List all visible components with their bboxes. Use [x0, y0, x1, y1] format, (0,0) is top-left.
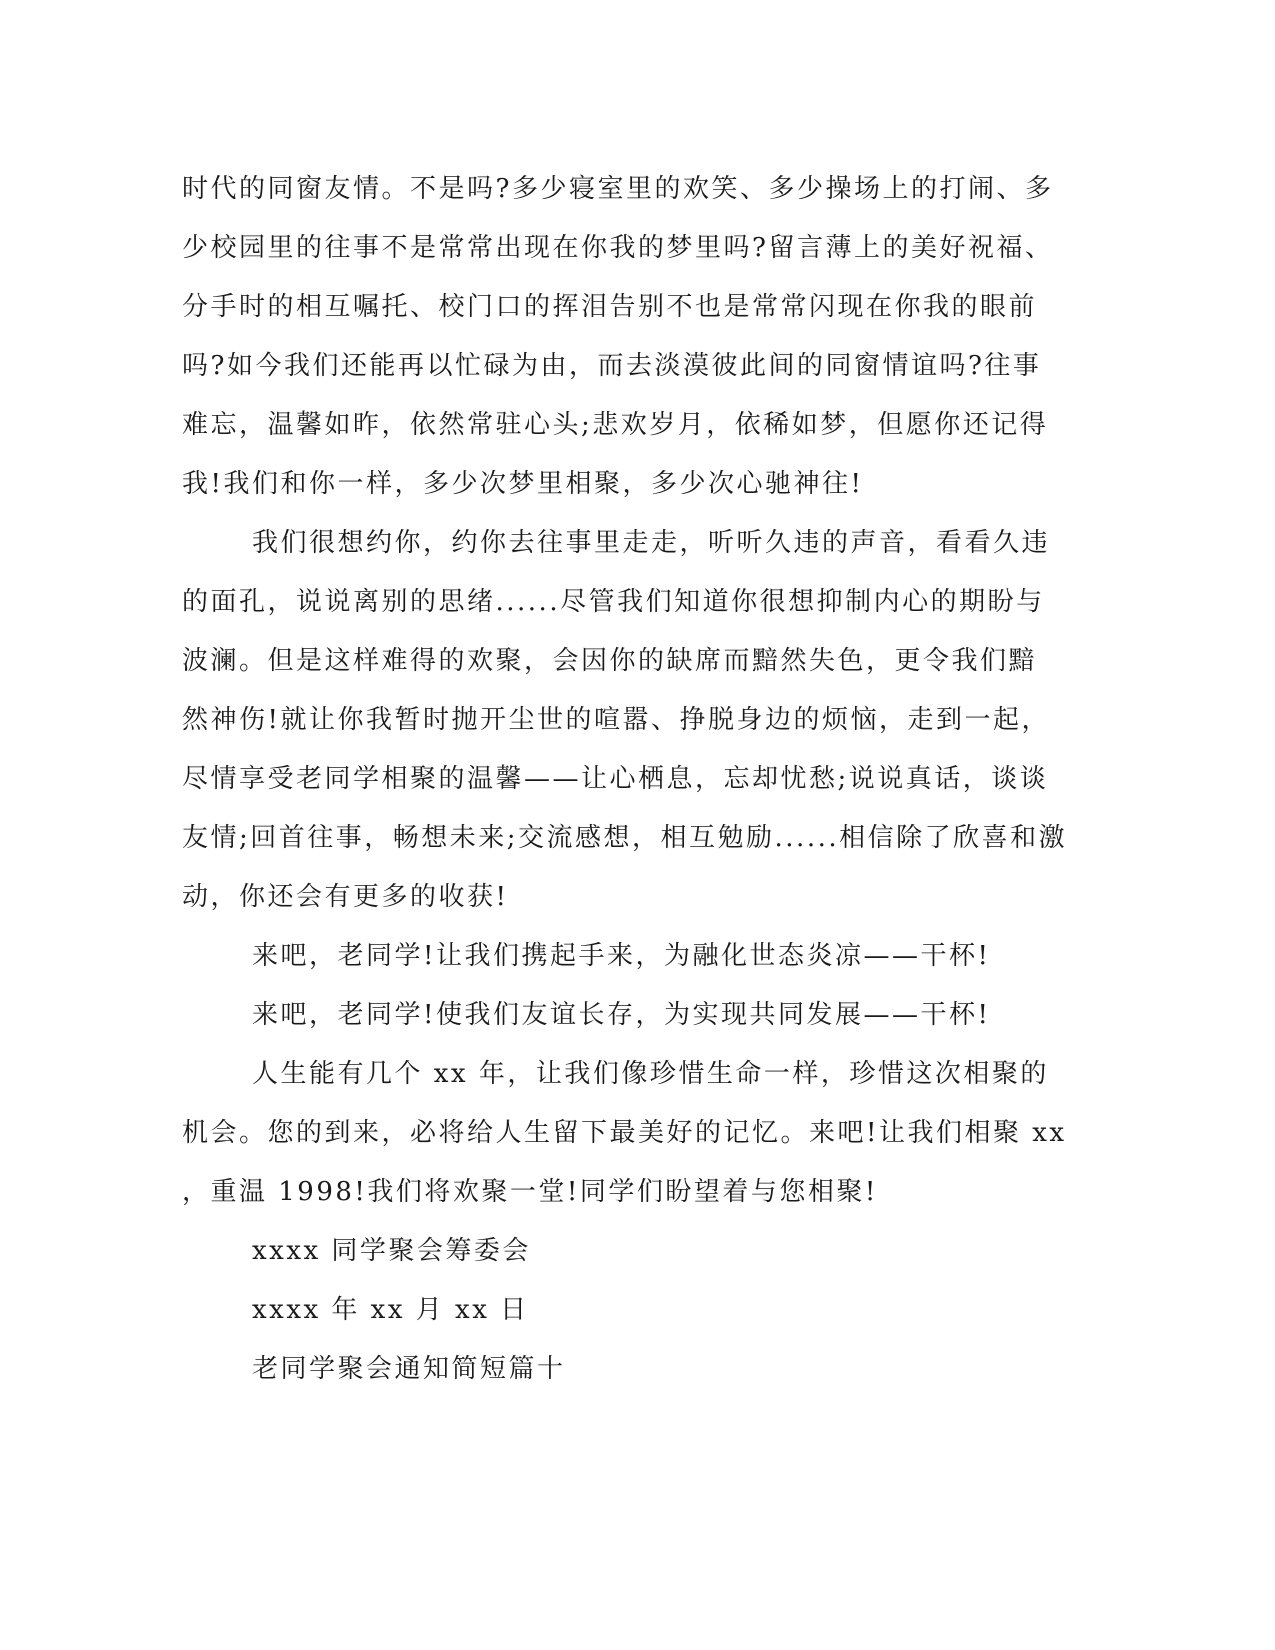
section-heading: 老同学聚会通知简短篇十 — [252, 1354, 566, 1384]
text-line: 人生能有几个 xx 年，让我们像珍惜生命一样，珍惜这次相聚的 — [252, 1059, 1049, 1089]
text-line: 动，你还会有更多的收获! — [182, 882, 509, 912]
text-line: 我!我们和你一样，多少次梦里相聚，多少次心驰神往! — [182, 469, 864, 499]
text-line: 的面孔，说说离别的思绪......尽管我们知道你很想抑制内心的期盼与 — [182, 587, 1045, 617]
signature-committee: xxxx 同学聚会筹委会 — [252, 1236, 531, 1266]
text-line: ，重温 1998!我们将欢聚一堂!同学们盼望着与您相聚! — [182, 1177, 878, 1207]
text-line: 时代的同窗友情。不是吗?多少寝室里的欢笑、多少操场上的打闹、多 — [182, 174, 1054, 204]
text-line: 吗?如今我们还能再以忙碌为由，而去淡漠彼此间的同窗情谊吗?往事 — [182, 351, 1042, 381]
text-line: 尽情享受老同学相聚的温馨——让心栖息，忘却忧愁;说说真话，谈谈 — [182, 764, 1049, 794]
text-line: 来吧，老同学!让我们携起手来，为融化世态炎凉——干杯! — [252, 941, 991, 971]
text-line: 难忘，温馨如昨，依然常驻心头;悲欢岁月，依稀如梦，但愿你还记得 — [182, 410, 1049, 440]
text-line: 我们很想约你，约你去往事里走走，听听久违的声音，看看久违 — [252, 528, 1051, 558]
document-body — [182, 160, 1068, 1399]
text-line: 机会。您的到来，必将给人生留下最美好的记忆。来吧!让我们相聚 xx — [182, 1118, 1067, 1148]
text-line: 友情;回首往事，畅想未来;交流感想，相互勉励......相信除了欣喜和激 — [182, 823, 1068, 853]
text-line: 分手时的相互嘱托、校门口的挥泪告别不也是常常闪现在你我的眼前 — [182, 292, 1038, 322]
text-line: 少校园里的往事不是常常出现在你我的梦里吗?留言薄上的美好祝福、 — [182, 233, 1054, 263]
text-line: 然神伤!就让你我暂时抛开尘世的喧嚣、挣脱身边的烦恼，走到一起， — [182, 705, 1050, 735]
text-line: 波澜。但是这样难得的欢聚，会因你的缺席而黯然失色，更令我们黯 — [182, 646, 1038, 676]
signature-date: xxxx 年 xx 月 xx 日 — [252, 1295, 529, 1325]
text-line: 来吧，老同学!使我们友谊长存，为实现共同发展——干杯! — [252, 1000, 991, 1030]
